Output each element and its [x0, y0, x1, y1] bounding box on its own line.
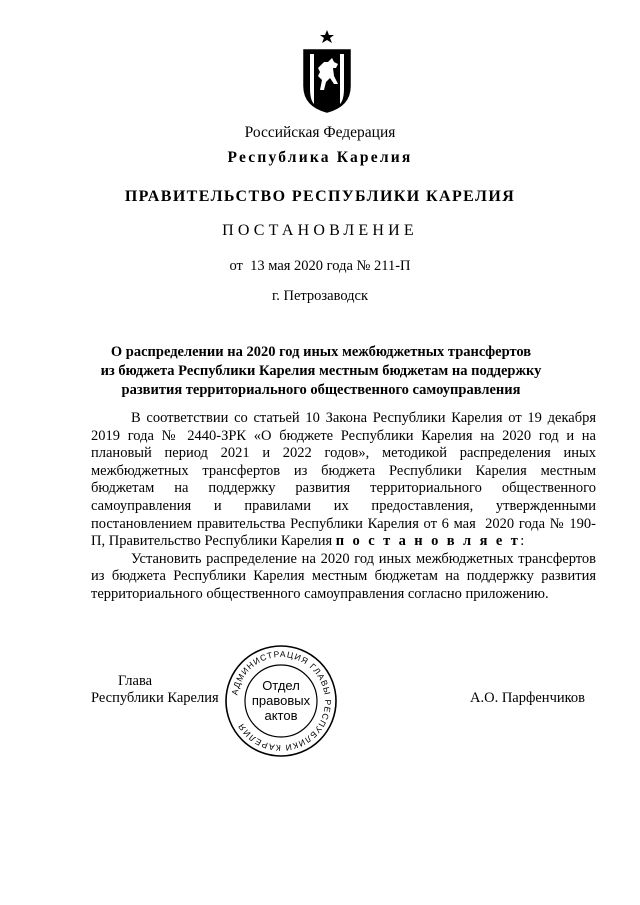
- preamble-text: В соответствии со статьей 10 Закона Республики Карелия от 19 декабря 2019 года № 2440-ЗРК «О бюджете Республики Карелия на 2020 год и на плановый период 2021 и 2022 годов», методикой распределения иных межбюджетных трансфертов из бюджета Республики Карелия местным бюджетам на поддержку развития территориального общественного самоуправления и правилами их предоставления, утвержденными постановлением правительства Республики Карелия от 6 мая 2020 года № 190-П, Правительство Республики Карелия: [91, 410, 600, 550]
- document-title: [86, 343, 556, 400]
- stamp-line: Отдел: [262, 678, 300, 693]
- document-type: ПОСТАНОВЛЕНИЕ: [222, 222, 418, 239]
- country-name: Российская Федерация: [244, 124, 396, 141]
- republic-name: Республика Карелия: [227, 149, 413, 166]
- round-stamp-icon: [223, 644, 339, 758]
- karelia-coat-of-arms-icon: [300, 28, 354, 114]
- title-line: О распределении на 2020 год иных межбюджетных трансфертов: [110, 344, 532, 360]
- title-line: развития территориального общественного самоуправления: [121, 382, 521, 398]
- document-city: г. Петрозаводск: [271, 288, 369, 304]
- title-line: из бюджета Республики Карелия местным бюджетам на поддержку: [100, 363, 542, 379]
- signatory-title-line2: Республики Карелия: [91, 690, 219, 706]
- document-body: [91, 410, 600, 604]
- document-date-number: от 13 мая 2020 года № 211-П: [229, 258, 411, 274]
- stamp-ring-text: АДМИНИСТРАЦИЯ ГЛАВЫ РЕСПУБЛИКИ КАРЕЛИЯ: [229, 648, 334, 754]
- resolution-paragraph: Установить распределение на 2020 год иных межбюджетных трансфертов из бюджета Республики Карелия местным бюджетам на поддержку развития территориального общественного самоуправления согласно приложению.: [91, 550, 596, 602]
- preamble-colon: :: [520, 533, 525, 550]
- government-name: ПРАВИТЕЛЬСТВО РЕСПУБЛИКИ КАРЕЛИЯ: [124, 188, 516, 205]
- preamble-paragraph: [91, 410, 600, 551]
- stamp-line: актов: [264, 708, 298, 723]
- signatory-title-line1: Глава: [118, 673, 153, 689]
- resolves-word: п о с т а н о в л я е т: [335, 533, 521, 550]
- stamp-line: правовых: [251, 693, 311, 708]
- signatory-name: А.О. Парфенчиков: [470, 690, 586, 706]
